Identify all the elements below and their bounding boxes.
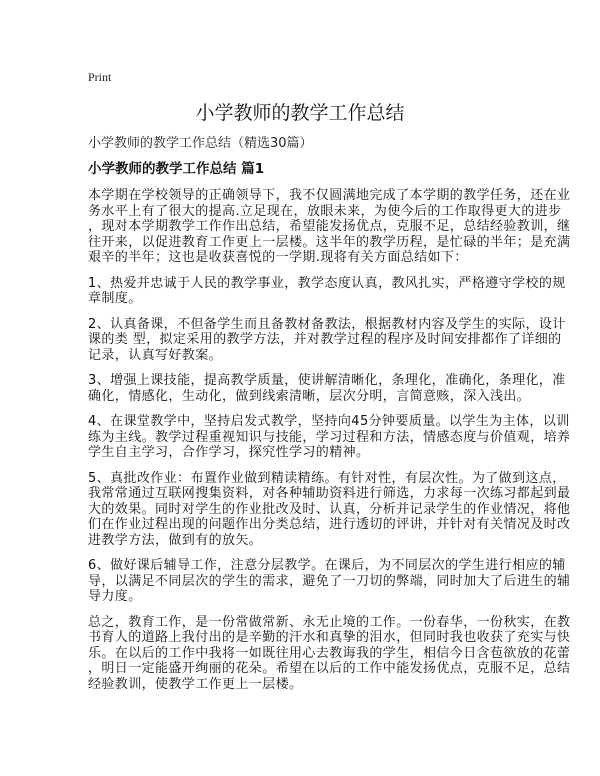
- paragraph-line: 4、在课堂教学中，坚持启发式教学，坚持向45分钟要质量。以学生为主体，以训: [88, 414, 570, 429]
- paragraph-line: 练为主线。教学过程重视知识与技能，学习过程和方法，情感态度与价值观，培养: [88, 429, 571, 445]
- paragraph: [88, 316, 566, 364]
- paragraph-line: 书育人的道路上我付出的是辛勤的汗水和真挚的泪水，但同时我也收获了充实与快: [88, 630, 571, 645]
- paragraph-line: 大的效果。同时对学生的作业批改及时、认真，分析并记录学生的作业情况，将他: [88, 501, 571, 517]
- section-heading: 小学教师的教学工作总结 篇1: [88, 161, 265, 177]
- paragraph-line: 5、真批改作业：布置作业做到精读精练。有针对性，有层次性。为了做到这点，: [88, 470, 566, 486]
- paragraph: [88, 373, 566, 404]
- paragraph-line: 务水平上有了很大的提高.立足现在，放眼未来，为使今后的工作取得更大的进步: [88, 203, 562, 219]
- paragraph-line: 课的类 型，拟定采用的教学方法，并对教学过程的程序及时间安排都作了详细的: [88, 332, 562, 347]
- paragraph-line: 2、认真备课，不但备学生而且备教材备教法，根据教材内容及学生的实际，设计: [88, 316, 566, 332]
- paragraph-line: 章制度。: [88, 291, 142, 306]
- paragraph-line: 6、做好课后辅导工作，注意分层教学。在课后，为不同层次的学生进行相应的辅: [88, 558, 566, 573]
- paragraph-line: 3、增强上课技能，提高教学质量，使讲解清晰化，条理化，准确化，条理化，准: [88, 373, 566, 388]
- paragraph-line: 艰辛的半年；这也是收获喜悦的一学期.现将有关方面总结如下：: [88, 250, 468, 265]
- paragraph-line: 往开来，以促进教育工作更上一层楼。这半年的教学历程，是忙碌的半年；是充满: [88, 234, 571, 250]
- paragraph-line: 总之，教育工作，是一份常做常新、永无止境的工作。一份春华，一份秋实，在教: [88, 614, 571, 630]
- paragraph-line: ，现对本学期教学工作作出总结，希望能发扬优点，克服不足，总结经验教训，继: [88, 219, 571, 234]
- paragraph-line: 进教学方法，做到有的放矢。: [88, 532, 263, 548]
- paragraph-line: ，明日一定能盛开绚丽的花朵。希望在以后的工作中能发扬优点，克服不足，总结: [88, 661, 571, 676]
- paragraph: [88, 275, 566, 307]
- paragraph-line: 导力度。: [88, 589, 142, 604]
- paragraph-line: 经验教训，使教学工作更上一层楼。: [88, 676, 303, 692]
- paragraph-line: 我常常通过互联网搜集资料，对各种辅助资料进行筛选，力求每一次练习都起到最: [88, 486, 571, 501]
- paragraph: [88, 470, 571, 549]
- paragraph-line: 本学期在学校领导的正确领导下，我不仅圆满地完成了本学期的教学任务，还在业: [88, 188, 571, 203]
- paragraph: [88, 188, 571, 266]
- paragraph-line: 导，以满足不同层次的学生的需求，避免了一刀切的弊端，同时加大了后进生的辅: [88, 573, 571, 589]
- document-body: [88, 188, 571, 702]
- paragraph-line: 确化，情感化，生动化，做到线索清晰，层次分明，言简意赅，深入浅出。: [88, 388, 531, 404]
- paragraph-line: 记录，认真写好教案。: [88, 347, 223, 363]
- paragraph-line: 们在作业过程出现的问题作出分类总结，进行透切的评讲，并针对有关情况及时改: [88, 517, 571, 532]
- paragraph-line: 乐。在以后的工作中我将一如既往用心去教诲我的学生，相信今日含苞欲放的花蕾: [88, 645, 571, 661]
- subtitle: 小学教师的教学工作总结（精选30篇）: [88, 136, 313, 151]
- paragraph: [88, 614, 571, 693]
- paragraph-line: 1、热爱并忠诚于人民的教学事业，教学态度认真，教风扎实，严格遵守学校的规: [88, 275, 566, 291]
- paragraph-line: 学生自主学习，合作学习，探究性学习的精神。: [88, 445, 370, 460]
- print-label: Print: [88, 70, 112, 84]
- paragraph: [88, 558, 571, 605]
- page-title: 小学教师的教学工作总结: [195, 102, 405, 124]
- paragraph: [88, 414, 571, 461]
